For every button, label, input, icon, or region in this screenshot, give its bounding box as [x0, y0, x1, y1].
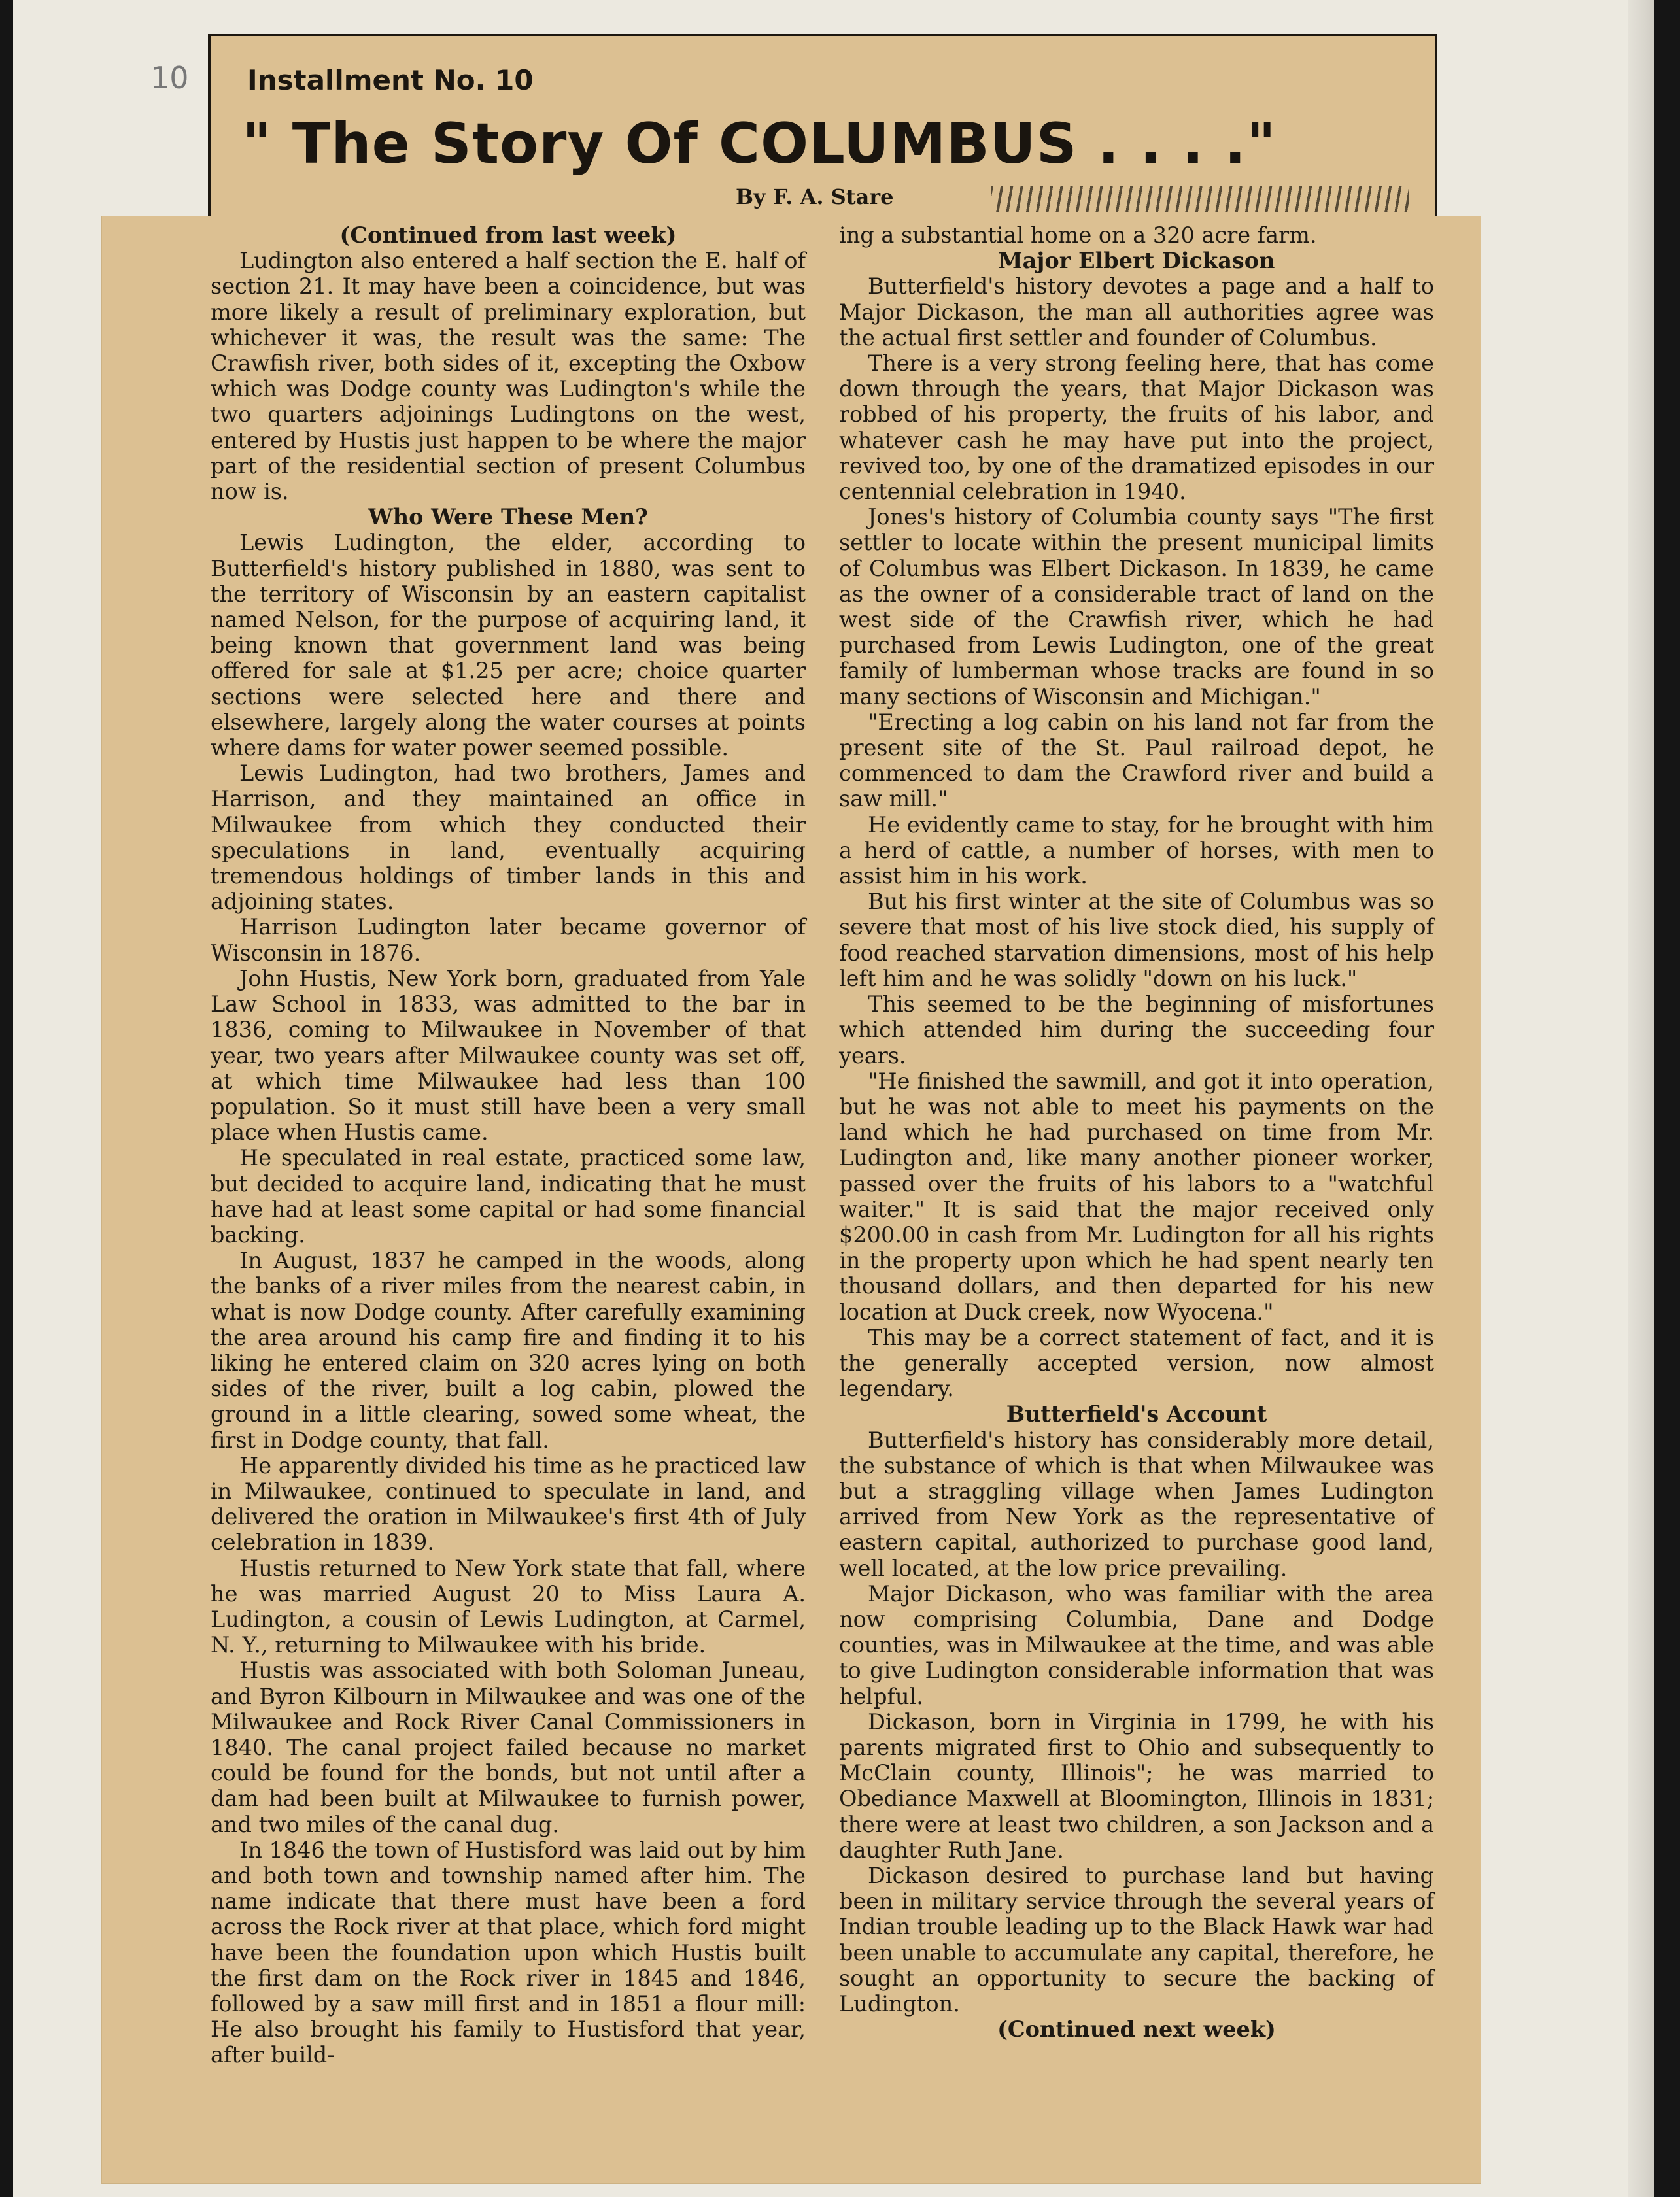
paragraph: In August, 1837 he camped in the woods, along the banks of a river miles from the nearest cabin, in what is now Dodge county. After carefully examining the area around his camp fire and finding it to his liking he entered claim on 320 acres lying on both sides of the river, built a log cabin, plowed the ground in a little clearing, sowed some wheat, the first in Dodge county, that fall.: [211, 1248, 806, 1453]
paragraph: Hustis returned to New York state that fall, where he was married August 20 to Miss Laura A. Ludington, a cousin of Lewis Ludington, at Carmel, N. Y., returning to Milwaukee with his bride.: [211, 1555, 806, 1658]
paragraph: But his first winter at the site of Columbus was so severe that most of his live stock died, his supply of food reached starvation dimensions, most of his help left him and he was solidly "down on his luck.": [839, 889, 1434, 991]
paragraph: Hustis was associated with both Soloman Juneau, and Byron Kilbourn in Milwaukee and was one of the Milwaukee and Rock River Canal Commissioners in 1840. The canal project failed because no market could be found for the bonds, but not until after a dam had been built at Milwaukee to furnish power, and two miles of the canal dug.: [211, 1658, 806, 1837]
paragraph: "He finished the sawmill, and got it into operation, but he was not able to meet his payments on the land which he had purchased on time from Mr. Ludington and, like many another pioneer worker, passed over the fruits of his labors to a "watchful waiter." It is said that the major received only $200.00 in cash from Mr. Ludington for all his rights in the property upon which he had spent nearly ten thousand dollars, and then departed for his new location at Duck creek, now Wyocena.": [839, 1068, 1434, 1325]
subheading: Major Elbert Dickason: [998, 248, 1275, 274]
column-right: [839, 222, 1434, 2042]
paragraph: In 1846 the town of Hustisford was laid out by him and both town and township named after him. The name indicate that there must have been a ford across the Rock river at that place, which ford might have been the foundation upon which Hustis built the first dam on the Rock river in 1845 and 1846, followed by a saw mill first and in 1851 a flour mill: He also brought his family to Hustisford that year, after build-: [211, 1837, 806, 2068]
subheading: Butterfield's Account: [1006, 1401, 1267, 1427]
paragraph: John Hustis, New York born, graduated from Yale Law School in 1833, was admitted to the bar in 1836, coming to Milwaukee in November of that year, two years after Milwaukee county was set off, at which time Milwaukee had less than 100 population. So it must still have been a very small place when Hustis came.: [211, 965, 806, 1146]
paragraph: Ludington also entered a half section the E. half of section 21. It may have been a coincidence, but was more likely a result of preliminary exploration, but whichever it was, the result was the same: The Crawfish river, both sides of it, excepting the Oxbow which was Dodge county was Ludington's while the two quarters adjoinings Ludingtons on the west, entered by Hustis just happen to be where the major part of the residential section of present Columbus now is.: [211, 248, 806, 505]
column-left: [211, 222, 806, 2068]
paragraph: This may be a correct statement of fact, and it is the generally accepted version, now almost legendary.: [839, 1324, 1434, 1402]
paragraph: Dickason, born in Virginia in 1799, he with his parents migrated first to Ohio and subsequently to McClain county, Illinois"; he was married to Obediance Maxwell at Bloomington, Illinois in 1831; there were at least two children, a son Jackson and a daughter Ruth Jane.: [839, 1709, 1434, 1863]
paragraph: There is a very strong feeling here, that has come down through the years, that Major Dickason was robbed of his property, the fruits of his labor, and whatever cash he may have put into the project, revived too, by one of the dramatized episodes in our centennial celebration in 1940.: [839, 350, 1434, 505]
paragraph: Jones's history of Columbia county says "The first settler to locate within the present municipal limits of Columbus was Elbert Dickason. In 1839, he came as the owner of a considerable tract of land on the west side of the Crawfish river, which he had purchased from Lewis Ludington, one of the great family of lumberman whose tracks are found in so many sections of Wisconsin and Michigan.": [839, 504, 1434, 709]
continued-next-label: (Continued next week): [997, 2017, 1276, 2043]
paragraph: Dickason desired to purchase land but having been in military service through the several years of Indian trouble leading up to the Black Hawk war had been unable to accumulate any capital, therefore, he sought an opportunity to secure the backing of Ludington.: [839, 1863, 1434, 2017]
page-edge: [1628, 0, 1654, 2197]
paragraph: Lewis Ludington, had two brothers, James and Harrison, and they maintained an office in Milwaukee from which they conducted their speculations in land, eventually acquiring tremendous holdings of timber lands in this and adjoining states.: [211, 760, 806, 915]
paragraph-continuation: ing a substantial home on a 320 acre farm.: [839, 222, 1317, 248]
paragraph: Butterfield's history devotes a page and a half to Major Dickason, the man all authorities agree was the actual first settler and founder of Columbus.: [839, 273, 1434, 350]
installment-label: Installment No. 10: [247, 64, 534, 96]
paragraph: Butterfield's history has considerably more detail, the substance of which is that when Milwaukee was but a straggling village when James Ludington arrived from New York as the representative of eastern capital, authorized to purchase good land, well located, at the low price prevailing.: [839, 1427, 1434, 1581]
subheading: Who Were These Men?: [368, 504, 648, 530]
paragraph: Harrison Ludington later became governor of Wisconsin in 1876.: [211, 914, 806, 966]
byline: By F. A. Stare: [736, 184, 894, 209]
paragraph: He evidently came to stay, for he brought with him a herd of cattle, a number of horses, with men to assist him in his work.: [839, 811, 1434, 889]
paragraph: Major Dickason, who was familiar with the area now comprising Columbia, Dane and Dodge counties, was in Milwaukee at the time, and was able to give Ludington considerable information that was helpful.: [839, 1580, 1434, 1709]
continued-from-label: (Continued from last week): [339, 222, 677, 248]
paragraph: This seemed to be the beginning of misfortunes which attended him during the succeeding four years.: [839, 991, 1434, 1068]
hatch-ornament: [991, 186, 1409, 212]
paragraph: "Erecting a log cabin on his land not far from the present site of the St. Paul railroad depot, he commenced to dam the Crawford river and build a saw mill.": [839, 709, 1434, 812]
story-title: " The Story Of COLUMBUS . . . .": [242, 111, 1277, 177]
paragraph: He apparently divided his time as he practiced law in Milwaukee, continued to speculate in land, and delivered the oration in Milwaukee's first 4th of July celebration in 1839.: [211, 1452, 806, 1556]
paragraph: Lewis Ludington, the elder, according to Butterfield's history published in 1880, was sent to the territory of Wisconsin by an eastern capitalist named Nelson, for the purpose of acquiring land, it being known that government land was being offered for sale at $1.25 per acre; choice quarter sections were selected here and there and elsewhere, largely along the water courses at points where dams for water power seemed possible.: [211, 530, 806, 761]
page-number: 10: [150, 60, 189, 95]
paragraph: He speculated in real estate, practiced some law, but decided to acquire land, indicating that he must have had at least some capital or had some financial backing.: [211, 1145, 806, 1248]
